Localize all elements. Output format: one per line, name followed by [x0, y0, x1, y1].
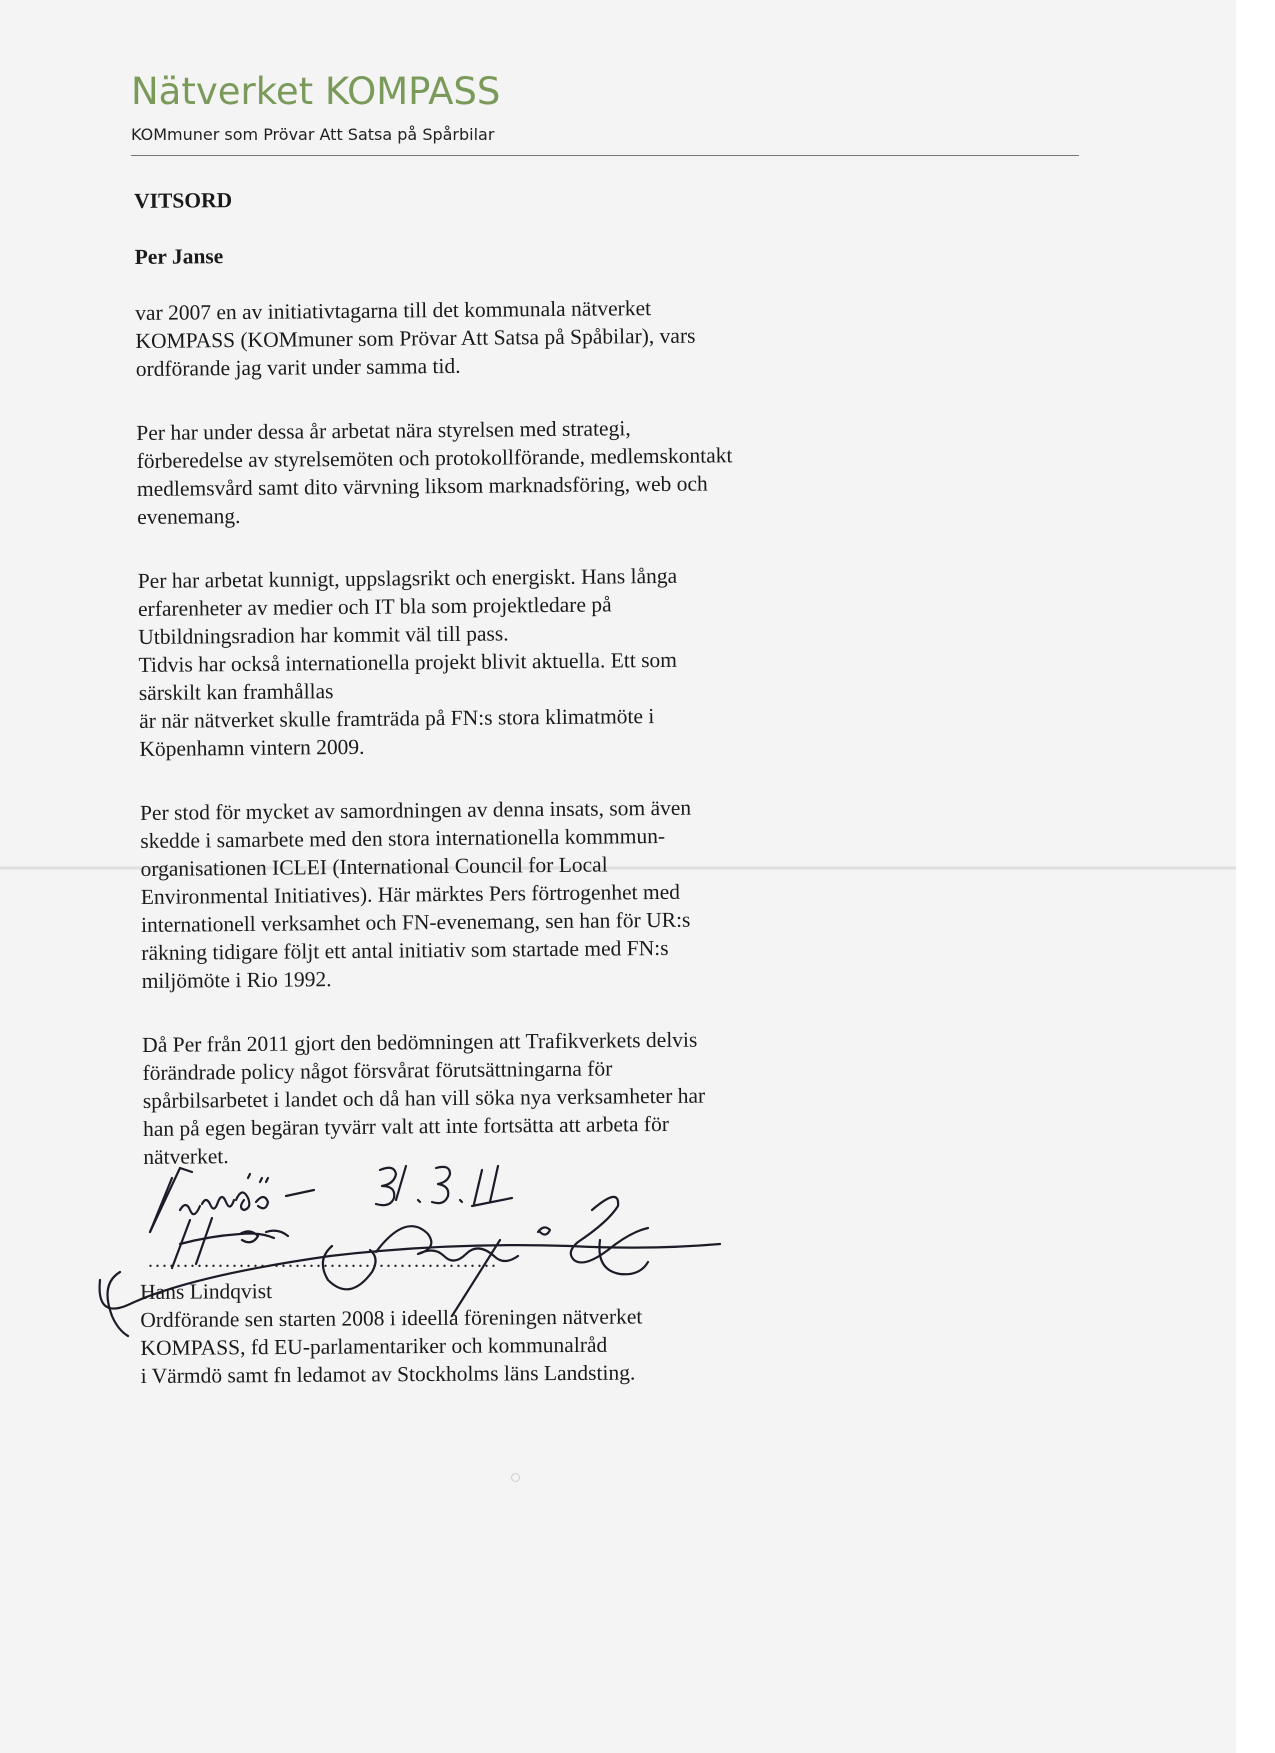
paragraph-line: miljömöte i Rio 1992. [141, 967, 332, 993]
scan-margin [1236, 0, 1275, 1753]
paragraph-line: internationell verksamhet och FN-evenemang, sen han för UR:s [140, 907, 691, 937]
paragraph-1 [135, 291, 956, 383]
paragraph-line: Tidvis har också internationella projekt blivit aktuella. Ett som [138, 647, 678, 677]
paragraph-line: förberedelse av styrelsemöten och protokollförande, medlemskontakt [136, 443, 733, 473]
paragraph-3 [138, 559, 960, 763]
document-heading: VITSORD [134, 188, 233, 213]
paragraph-line: evenemang. [137, 503, 241, 529]
paragraph-line: skedde i samarbete med den stora internationella kommmun- [140, 823, 666, 853]
paragraph-line: Då Per från 2011 gjort den bedömningen att Trafikverkets delvis [142, 1027, 698, 1057]
paragraph-line: nätverket. [143, 1144, 229, 1169]
signatory-title-line: i Värmdö samt fn ledamot av Stockholms läns Landsting. [140, 1360, 636, 1388]
signature-dotted-line: .................................................. [148, 1250, 498, 1272]
paragraph-line: han på egen begäran tyvärr valt att inte fortsätta att arbeta för [142, 1111, 670, 1141]
paragraph-2 [136, 411, 957, 531]
letterhead-divider [131, 155, 1079, 156]
signatory-block [140, 1274, 643, 1390]
paragraph-4 [140, 791, 962, 995]
paragraph-line: förändrade policy något försvårat förutsättningarna för [142, 1056, 613, 1085]
letterhead-title: Nätverket KOMPASS [131, 70, 501, 113]
signatory-title-line: Ordförande sen starten 2008 i ideella föreningen nätverket [140, 1304, 643, 1332]
letterhead-subtitle: KOMmuner som Prövar Att Satsa på Spårbilar [131, 125, 495, 144]
paragraph-line: Per har under dessa år arbetat nära styrelsen med strategi, [136, 416, 631, 445]
signatory-title-line: KOMPASS, fd EU-parlamentariker och kommunalråd [140, 1332, 608, 1360]
paragraph-line: Köpenhamn vintern 2009. [139, 734, 365, 761]
signatory-name: Hans Lindqvist [140, 1279, 273, 1304]
paragraph-line: är när nätverket skulle framträda på FN:s stora klimatmöte i [139, 704, 655, 733]
paragraph-line: Environmental Initiatives). Här märktes Pers förtrogenhet med [140, 879, 681, 909]
paragraph-line: medlemsvård samt dito värvning liksom marknadsföring, web och [136, 471, 708, 501]
paragraph-line: ordförande jag varit under samma tid. [135, 353, 461, 381]
paragraph-line: organisationen ICLEI (International Council for Local [140, 852, 608, 881]
document-subject: Per Janse [134, 244, 224, 269]
paragraph-5 [142, 1023, 963, 1171]
paragraph-line: Per stod för mycket av samordningen av denna insats, som även [139, 795, 692, 825]
paper-speck [511, 1473, 520, 1482]
paragraph-line: särskilt kan framhållas [138, 679, 334, 705]
paragraph-line: erfarenheter av medier och IT bla som projektledare på [137, 592, 612, 621]
paragraph-line: var 2007 en av initiativtagarna till det kommunala nätverket [135, 296, 652, 325]
paragraph-line: KOMPASS (KOMmuner som Prövar Att Satsa på Spåbilar), vars [135, 323, 696, 353]
paragraph-line: Utbildningsradion har kommit väl till pass. [138, 621, 509, 649]
paragraph-line: räkning tidigare följt ett antal initiativ som startade med FN:s [141, 935, 669, 965]
paragraph-line: spårbilsarbetet i landet och då han vill söka nya verksamheter har [142, 1083, 706, 1113]
letter-body [134, 179, 964, 1207]
paragraph-line: Per har arbetat kunnigt, uppslagsrikt och energiskt. Hans långa [137, 563, 678, 593]
